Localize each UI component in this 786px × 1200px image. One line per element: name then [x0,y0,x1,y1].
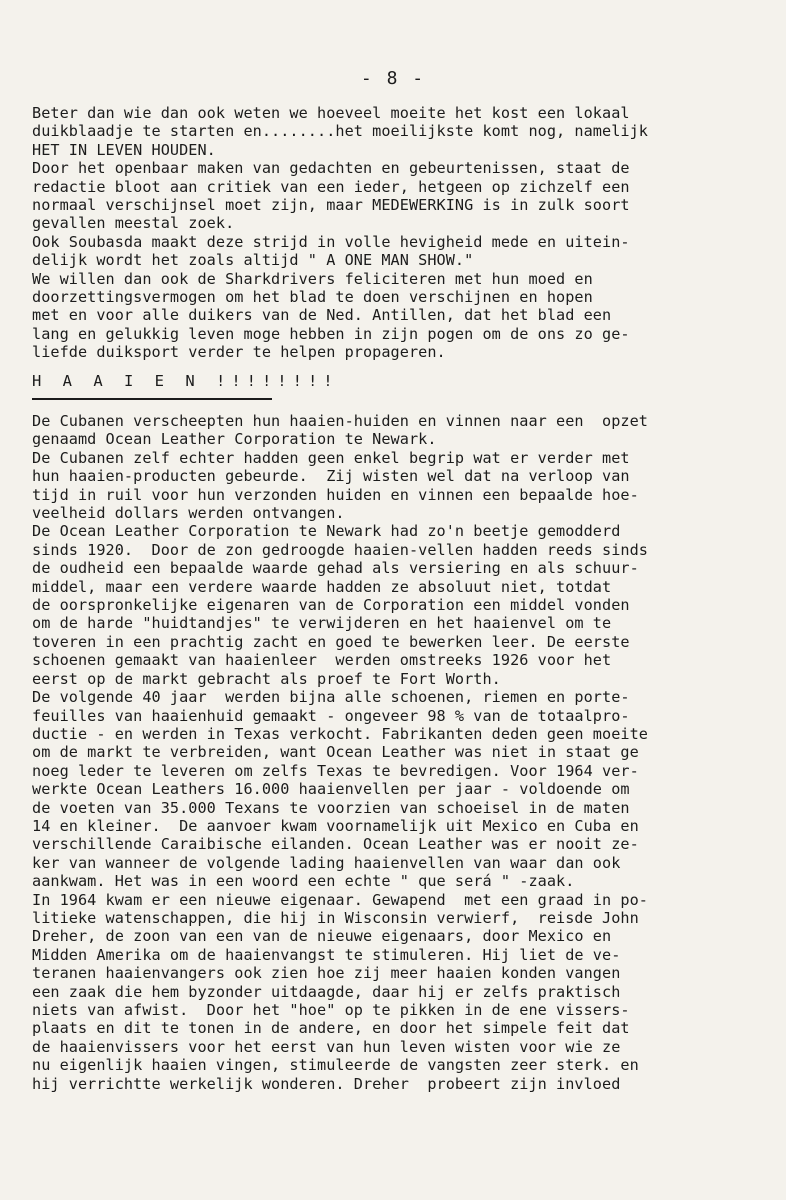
text-line: werkte Ocean Leathers 16.000 haaienvellen per jaar - voldoende om [32,780,630,799]
text-line: delijk wordt het zoals altijd " A ONE MAN SHOW." [32,251,474,270]
text-line: tijd in ruil voor hun verzonden huiden en vinnen een bepaalde hoe- [32,485,639,504]
text-line: De Cubanen zelf echter hadden geen enkel begrip wat er verder met [32,448,630,467]
text-line: om de markt te verbreiden, want Ocean Leather was niet in staat ge [32,743,639,762]
page-number: - 8 - [360,68,426,89]
text-line: middel, maar een verdere waarde hadden ze absoluut niet, totdat [32,577,612,596]
text-line: aankwam. Het was in een woord een echte " que será " -zaak. [32,872,575,891]
text-line: eerst op de markt gebracht als proef te Fort Worth. [32,669,501,688]
text-line: de haaienvissers voor het eerst van hun leven wisten voor wie ze [32,1037,621,1056]
text-line: veelheid dollars werden ontvangen. [32,504,345,523]
text-line: toveren in een prachtig zacht en goed te bewerken leer. De eerste [32,632,630,651]
text-line: hun haaien-producten gebeurde. Zij wisten wel dat na verloop van [32,467,630,486]
text-line: De volgende 40 jaar werden bijna alle schoenen, riemen en porte- [32,688,630,707]
text-line: schoenen gemaakt van haaienleer werden omstreeks 1926 voor het [32,651,612,670]
text-line: om de harde "huidtandjes" te verwijderen en het haaienvel om te [32,614,612,633]
text-line: een zaak die hem byzonder uitdaagde, daar hij er zelfs praktisch [32,982,621,1001]
text-line: ductie - en werden in Texas verkocht. Fabrikanten deden geen moeite [32,724,648,743]
text-line: Door het openbaar maken van gedachten en gebeurtenissen, staat de [32,159,630,178]
section-heading: H A A I E N !!!!!!!! [32,372,339,390]
text-line: duikblaadje te starten en........het moeilijkste komt nog, namelijk [32,122,648,141]
text-line: verschillende Caraibische eilanden. Ocean Leather was er nooit ze- [32,835,639,854]
text-line: hij verrichtte werkelijk wonderen. Dreher probeert zijn invloed [32,1074,621,1093]
text-line: Ook Soubasda maakt deze strijd in volle hevigheid mede en uitein- [32,232,630,251]
text-line: In 1964 kwam er een nieuwe eigenaar. Gewapend met een graad in po- [32,890,648,909]
text-line: normaal verschijnsel moet zijn, maar MEDEWERKING is in zulk soort [32,196,630,215]
text-line: redactie bloot aan critiek van een ieder, hetgeen op zichzelf een [32,177,630,196]
text-line: Midden Amerika om de haaienvangst te stimuleren. Hij liet de ve- [32,945,621,964]
text-line: de oudheid een bepaalde waarde gehad als versiering en als schuur- [32,559,639,578]
text-line: sinds 1920. Door de zon gedroogde haaien-vellen hadden reeds sinds [32,540,648,559]
text-line: HET IN LEVEN HOUDEN. [32,140,216,159]
text-line: met en voor alle duikers van de Ned. Antillen, dat het blad een [32,306,612,325]
text-line: nu eigenlijk haaien vingen, stimuleerde de vangsten zeer sterk. en [32,1056,639,1075]
text-line: feuilles van haaienhuid gemaakt - ongeveer 98 % van de totaalpro- [32,706,630,725]
text-line: Dreher, de zoon van een van de nieuwe eigenaars, door Mexico en [32,927,612,946]
text-line: De Cubanen verscheepten hun haaien-huiden en vinnen naar een opzet [32,412,648,430]
text-line: We willen dan ook de Sharkdrivers feliciteren met hun moed en [32,269,593,288]
text-line: genaamd Ocean Leather Corporation te Newark. [32,430,437,449]
text-line: De Ocean Leather Corporation te Newark had zo'n beetje gemodderd [32,522,621,541]
intro-paragraph [32,104,648,362]
text-line: litieke watenschappen, die hij in Wisconsin verwierf, reisde John [32,908,639,927]
text-line: plaats en dit te tonen in de andere, en door het simpele feit dat [32,1019,630,1038]
text-line: lang en gelukkig leven moge hebben in zijn pogen om de ons zo ge- [32,324,630,343]
text-line: teranen haaienvangers ook zien hoe zij meer haaien konden vangen [32,964,621,983]
text-line: noeg leder te leveren om zelfs Texas te bevredigen. Voor 1964 ver- [32,761,639,780]
heading-underline [32,398,272,400]
text-line: de oorspronkelijke eigenaren van de Corporation een middel vonden [32,596,630,615]
text-line: liefde duiksport verder te helpen propageren. [32,343,446,362]
text-line: ker van wanneer de volgende lading haaienvellen van waar dan ook [32,853,621,872]
article-body [32,412,648,1093]
text-line: de voeten van 35.000 Texans te voorzien van schoeisel in de maten [32,798,630,817]
text-line: 14 en kleiner. De aanvoer kwam voornamelijk uit Mexico en Cuba en [32,816,639,835]
text-line: niets van afwist. Door het "hoe" op te pikken in de ene vissers- [32,1001,630,1019]
text-line: doorzettingsvermogen om het blad te doen verschijnen en hopen [32,288,593,307]
text-line: Beter dan wie dan ook weten we hoeveel moeite het kost een lokaal [32,104,630,122]
text-line: gevallen meestal zoek. [32,214,235,233]
